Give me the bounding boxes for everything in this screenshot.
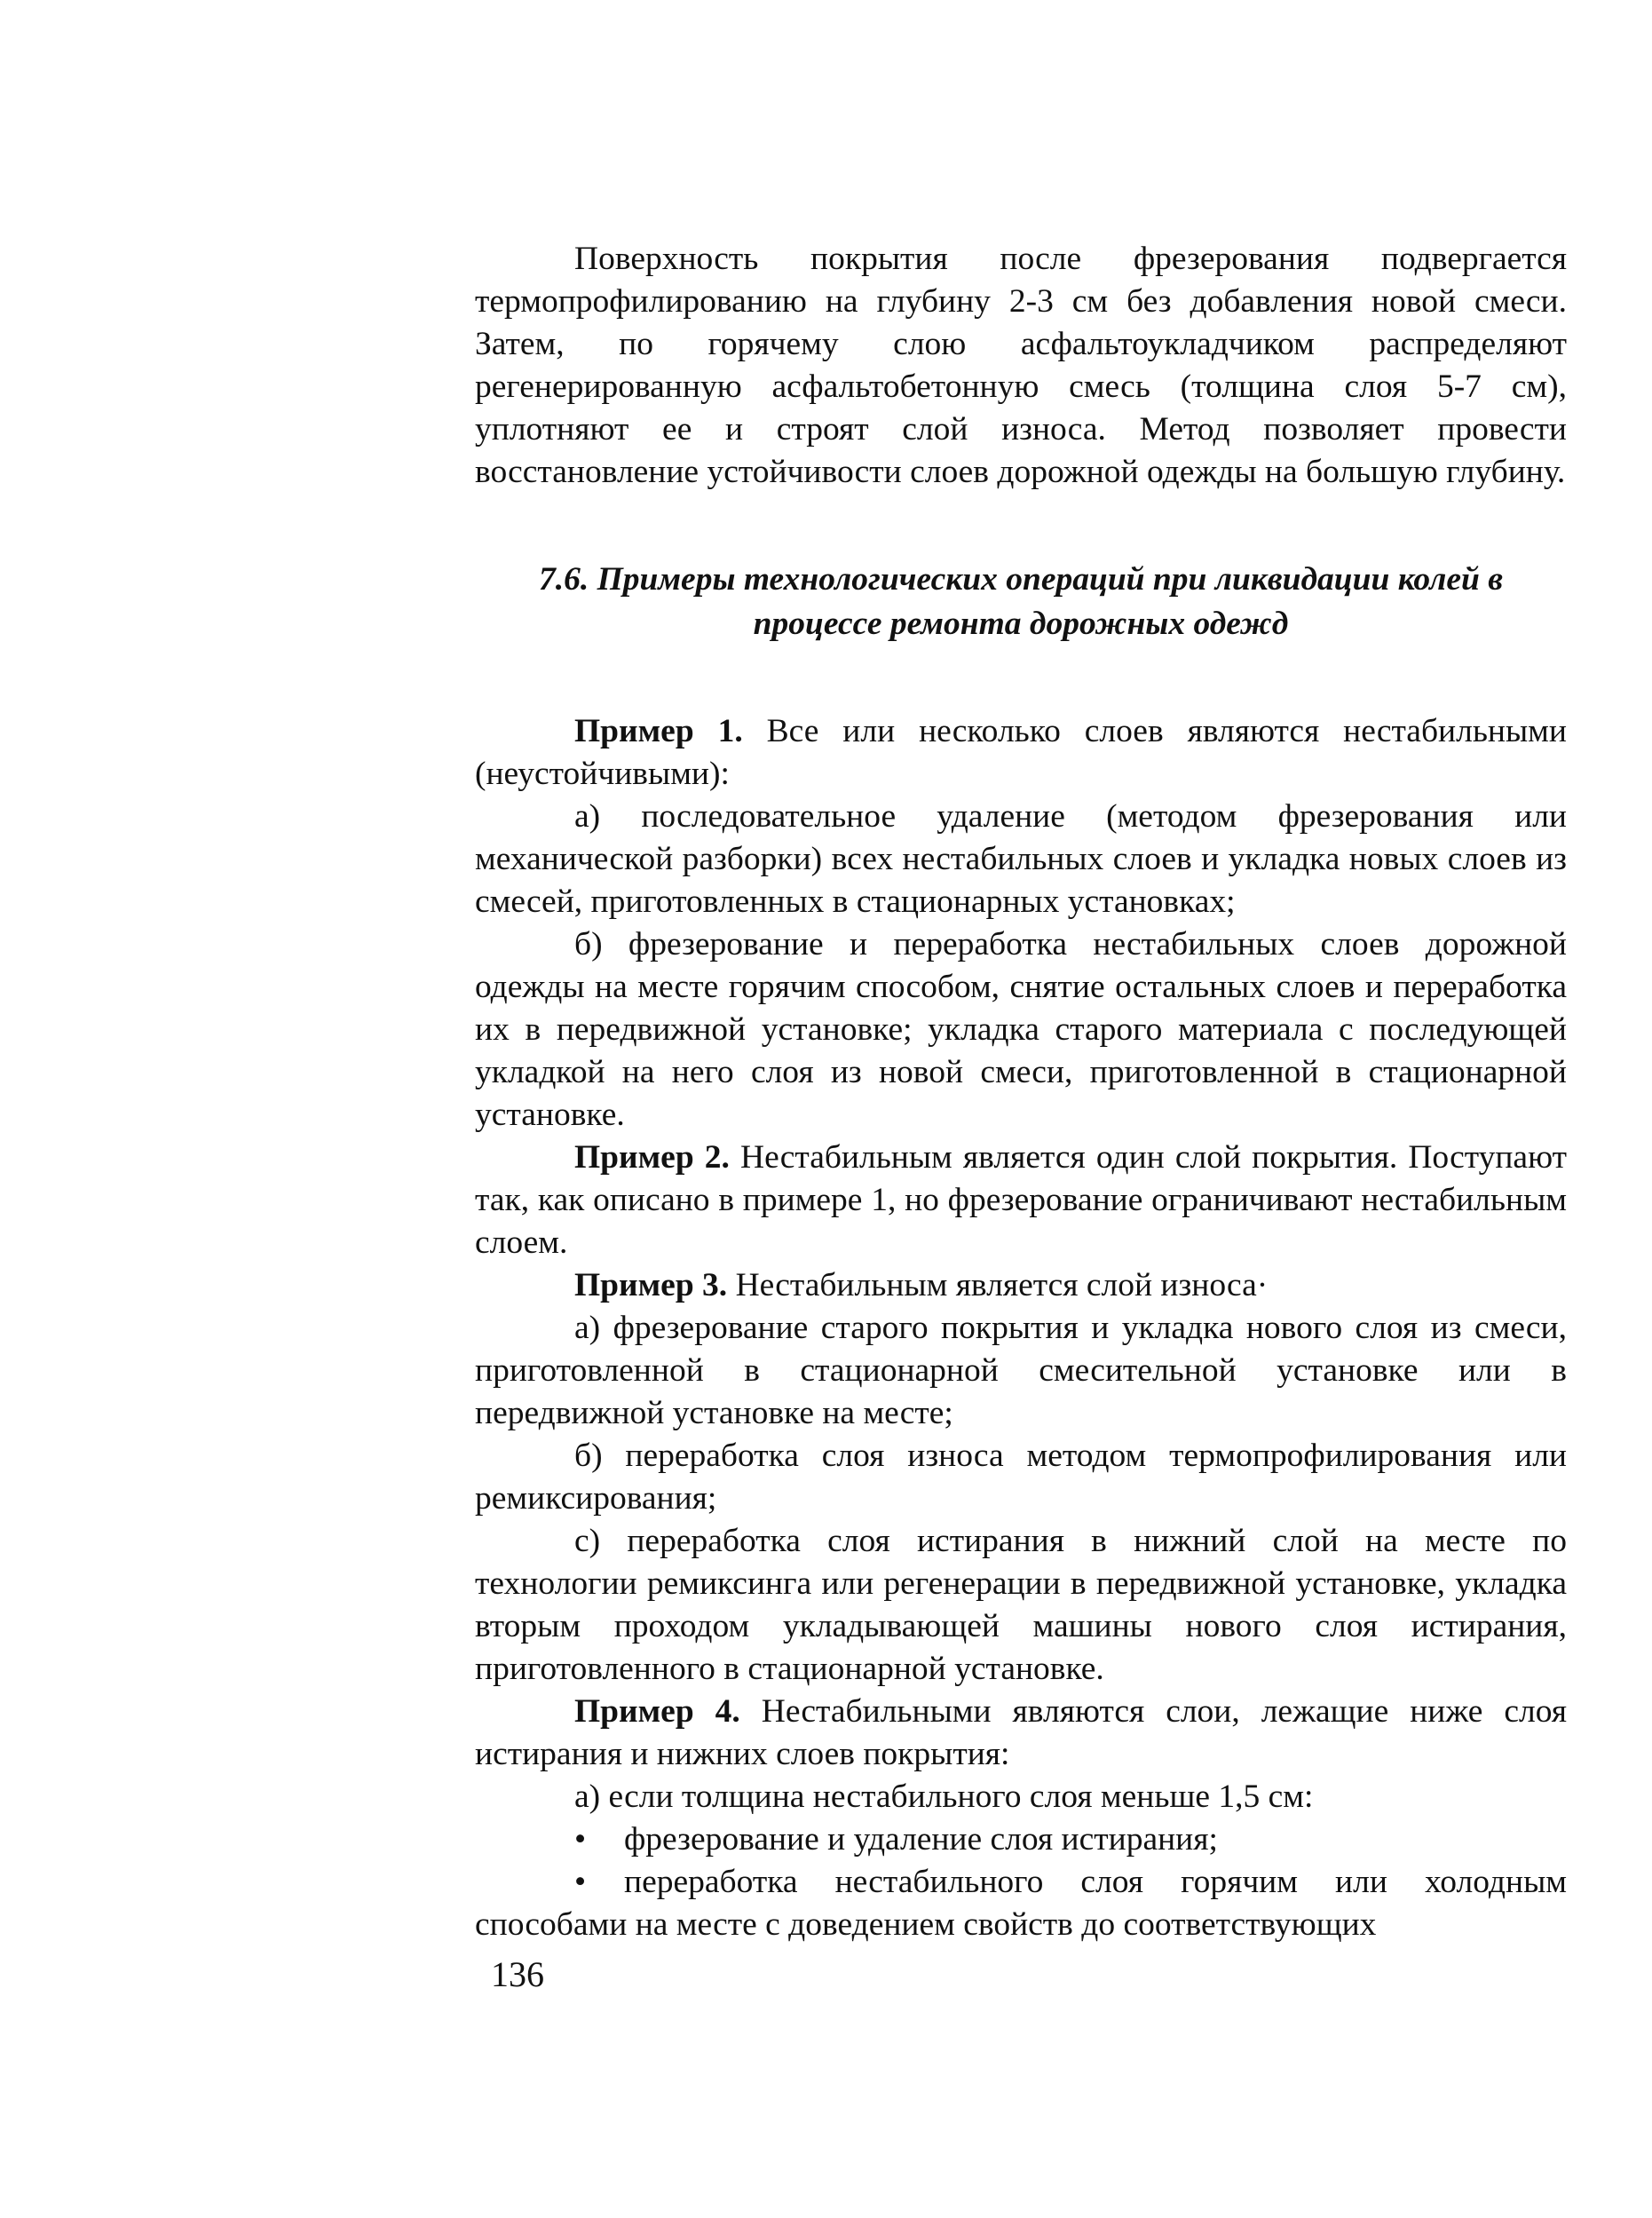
example-4-bullet-2 bbox=[475, 1861, 1567, 1946]
section-heading-line-1: 7.6. Примеры технологических операций при ликвидации колей в bbox=[538, 561, 1504, 598]
example-3-item-c: с) переработка слоя истирания в нижний слой на месте по технологии ремиксинга или регенерации в передвижной установке, укладка вторым проходом укладывающей машины нового слоя истирания, приготовленного в стационарной установке. bbox=[475, 1523, 1567, 1687]
example-4-text: Нестабильными являются слои, лежащие ниже слоя истирания и нижних слоев покрытия: bbox=[475, 1693, 1567, 1772]
example-1-item-a: а) последовательное удаление (методом фрезерования или механической разборки) всех нестабильных слоев и укладка новых слоев из смесей, приготовленных в стационарных установках; bbox=[475, 798, 1567, 920]
example-2-paragraph bbox=[475, 1137, 1567, 1264]
bullet-icon: • bbox=[574, 1864, 587, 1900]
page-number: 136 bbox=[491, 1954, 544, 1994]
example-3-item-a: а) фрезерование старого покрытия и укладка нового слоя из смеси, приготовленной в стационарной смесительной установке или в передвижной установке на месте; bbox=[475, 1310, 1567, 1431]
example-4-bullet-1-text: фрезерование и удаление слоя истирания; bbox=[624, 1821, 1218, 1858]
example-2-text: Нестабильным является один слой покрытия. Поступают так, как описано в примере 1, но фрезерование ограничивают нестабильным слоем. bbox=[475, 1139, 1567, 1261]
example-1-paragraph bbox=[475, 710, 1567, 796]
example-4-paragraph bbox=[475, 1691, 1567, 1776]
example-3-item-b: б) переработка слоя износа методом термопрофилирования или ремиксирования; bbox=[475, 1438, 1567, 1517]
example-4-bullet-2-text: переработка нестабильного слоя горячим или холодным способами на месте с доведением свойств до соответствующих bbox=[475, 1864, 1567, 1943]
example-3-paragraph bbox=[475, 1264, 1567, 1307]
example-4-bullet-1 bbox=[475, 1818, 1567, 1861]
page-body bbox=[475, 238, 1567, 1946]
section-heading-line-2: процессе ремонта дорожных одежд bbox=[753, 606, 1289, 642]
example-2-lead: Пример 2. bbox=[574, 1139, 730, 1176]
example-4-lead: Пример 4. bbox=[574, 1693, 740, 1730]
example-4-subcondition: а) если толщина нестабильного слоя меньше 1,5 см: bbox=[574, 1778, 1314, 1815]
example-1-text: Все или несколько слоев являются нестабильными (неустойчивыми): bbox=[475, 713, 1567, 792]
intro-paragraph: Поверхность покрытия после фрезерования подвергается термопрофилированию на глубину 2-3 см без добавления новой смеси. Затем, по горячему слою асфальтоукладчиком распределяют регенерированную асфальтобетонную смесь (толщина слоя 5-7 см), уплотняют ее и строят слой износа. Метод позволяет провести восстановление устойчивости слоев дорожной одежды на большую глубину. bbox=[475, 241, 1567, 490]
example-3-lead: Пример 3. bbox=[574, 1267, 728, 1303]
example-1-item-b: б) фрезерование и переработка нестабильных слоев дорожной одежды на месте горячим способом, снятие остальных слоев и переработка их в передвижной установке; укладка старого материала с последующей укладкой на него слоя из новой смеси, приготовленной в стационарной установке. bbox=[475, 926, 1567, 1133]
example-1-lead: Пример 1. bbox=[574, 713, 743, 749]
example-3-text: Нестабильным является слой износа· bbox=[727, 1267, 1269, 1303]
section-heading bbox=[475, 558, 1567, 646]
bullet-icon: • bbox=[574, 1821, 587, 1858]
